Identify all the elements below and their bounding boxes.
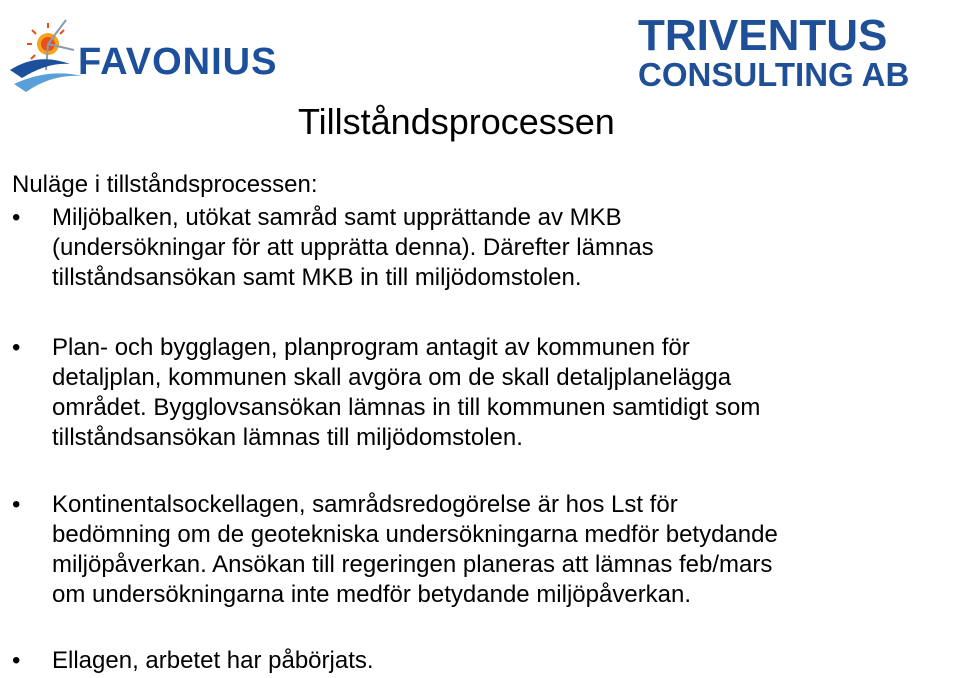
slide-title: Tillståndsprocessen bbox=[298, 101, 615, 142]
bullet-marker: • bbox=[12, 204, 21, 231]
bullet-line: (undersökningar för att upprätta denna). Därefter lämnas bbox=[52, 234, 654, 261]
wind-turbine-sun-icon bbox=[10, 20, 82, 92]
bullet-text bbox=[52, 203, 957, 293]
bullet-marker: • bbox=[12, 491, 21, 518]
slide-subheading: Nuläge i tillståndsprocessen: bbox=[12, 171, 318, 198]
bullet-line: miljöpåverkan. Ansökan till regeringen planeras att lämnas feb/mars bbox=[52, 551, 773, 578]
bullet-line: Ellagen, arbetet har påbörjats. bbox=[52, 647, 374, 674]
bullet-marker: • bbox=[12, 647, 21, 674]
bullet-line: tillståndsansökan lämnas till miljödomstolen. bbox=[52, 424, 523, 451]
bullet-text bbox=[52, 646, 957, 676]
favonius-logo bbox=[8, 12, 338, 102]
bullet-line: Miljöbalken, utökat samråd samt upprättande av MKB bbox=[52, 204, 622, 231]
triventus-logo bbox=[630, 6, 956, 100]
bullet-marker: • bbox=[12, 334, 21, 361]
bullet-line: tillståndsansökan samt MKB in till miljödomstolen. bbox=[52, 264, 582, 291]
triventus-logo-line1: TRIVENTUS bbox=[638, 11, 888, 60]
bullet-text bbox=[52, 333, 957, 453]
favonius-logo-text: FAVONIUS bbox=[78, 41, 278, 83]
bullet-text bbox=[52, 490, 957, 610]
bullet-line: om undersökningarna inte medför betydande miljöpåverkan. bbox=[52, 581, 692, 608]
bullet-line: Kontinentalsockellagen, samrådsredogörelse är hos Lst för bbox=[52, 491, 678, 518]
bullet-line: detaljplan, kommunen skall avgöra om de skall detaljplanelägga bbox=[52, 364, 732, 391]
bullet-line: Plan- och bygglagen, planprogram antagit av kommunen för bbox=[52, 334, 690, 361]
bullet-line: området. Bygglovsansökan lämnas in till kommunen samtidigt som bbox=[52, 394, 761, 421]
triventus-logo-line2: CONSULTING AB bbox=[638, 56, 910, 93]
bullet-line: bedömning om de geotekniska undersökningarna medför betydande bbox=[52, 521, 778, 548]
